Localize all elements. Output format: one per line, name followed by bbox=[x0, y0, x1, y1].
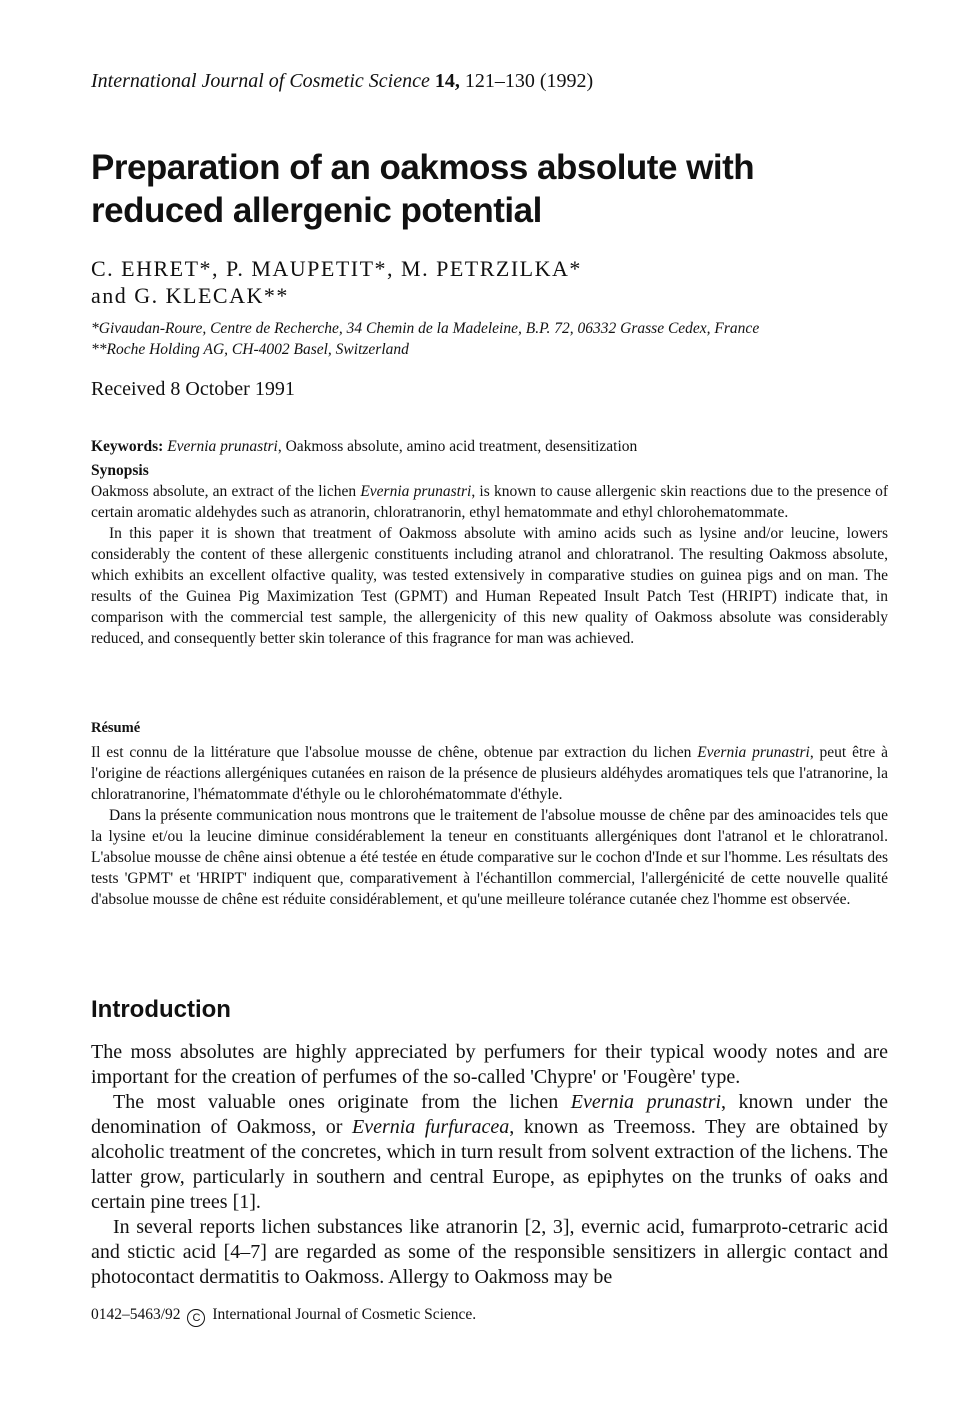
synopsis-paragraph: In this paper it is shown that treatment of Oakmoss absolute with amino acids such as lysine and/or leucine, lowers considerably the content of these allergenic constituents including atranol and chloratranol. The resulting Oakmoss absolute, which exhibits an excellent olfactive quality, was tested extensively in comparative studies on guinea pigs and on man. The results of the Guinea Pig Maximization Test (GPMT) and Human Repeated Insult Patch Test (HRIPT) indicate that, in comparison with the commercial test sample, the allergenicity of this new quality of Oakmoss absolute was considerably reduced, and consequently better skin tolerance of this fragrance for man was achieved. bbox=[91, 525, 888, 647]
author-line: and G. KLECAK** bbox=[91, 283, 289, 308]
resume-section bbox=[91, 715, 888, 910]
received-date: Received 8 October 1991 bbox=[91, 378, 295, 400]
affiliations bbox=[91, 318, 759, 360]
introduction-body bbox=[91, 1040, 888, 1290]
text-run: , known under the denomination of Oakmoss, or bbox=[91, 1091, 888, 1138]
resume-paragraph: Dans la présente communication nous montrons que le traitement de l'absolue mousse de chêne par des aminoacides tels que la lysine et/ou la leucine diminue considérablement la teneur en constituants allergéniques dont l'atranol et le chloratranol. L'absolue mousse de chêne ainsi obtenue a été testée en étude comparative sur le cochon d'Inde et sur l'homme. Les résultats des tests 'GPMT' et 'HRIPT' indiquent que, comparativement à l'échantillon commercial, l'allergénicité de cette nouvelle qualité d'absolue mousse de chêne est réduite considérablement, et qu'une meilleure tolérance cutanée chez l'homme est observée. bbox=[91, 807, 888, 908]
journal-pages-year: 121–130 (1992) bbox=[464, 70, 594, 92]
synopsis-heading: Synopsis bbox=[91, 462, 149, 479]
journal-volume: 14, bbox=[434, 70, 460, 92]
resume-heading: Résumé bbox=[91, 720, 141, 736]
author-list bbox=[91, 255, 582, 309]
author-line: C. EHRET*, P. MAUPETIT*, M. PETRZILKA* bbox=[91, 256, 582, 281]
journal-name: International Journal of Cosmetic Science bbox=[91, 70, 430, 92]
text-run: Il est connu de la littérature que l'absolue mousse de chêne, obtenue par extraction du lichen bbox=[91, 744, 698, 761]
text-run: , peut être à l'origine de réactions allergéniques cutanées en raison de la présence de plusieurs aldéhydes aromatiques tels que l'atranorine, la chloratranorine, l'hématommate d'éthyle ou le chlorohématommate d'éthyle. bbox=[91, 744, 889, 803]
body-paragraph: In several reports lichen substances like atranorin [2, 3], evernic acid, fumarproto-cetraric acid and stictic acid [4–7] are regarded as some of the responsible sensitizers in allergic contact and photocontact dermatitis to Oakmoss. Allergy to Oakmoss may be bbox=[91, 1216, 888, 1288]
species-name: Evernia furfuracea bbox=[351, 1116, 510, 1138]
keyword-species: Evernia prunastri bbox=[167, 438, 278, 455]
body-paragraph: The moss absolutes are highly appreciated by perfumers for their typical woody notes and are important for the creation of perfumes of the so-called 'Chypre' or 'Fougère' type. bbox=[91, 1041, 888, 1088]
page-footer bbox=[91, 1306, 476, 1327]
journal-header bbox=[91, 70, 593, 93]
species-name: Evernia prunastri bbox=[570, 1091, 722, 1113]
keywords-label: Keywords: bbox=[91, 438, 164, 455]
text-run: The most valuable ones originate from the lichen bbox=[113, 1091, 571, 1113]
keywords-rest: , Oakmoss absolute, amino acid treatment, desensitization bbox=[277, 438, 638, 455]
synopsis-section bbox=[91, 436, 888, 649]
resume-paragraph bbox=[91, 742, 888, 805]
text-run: , known as Treemoss. They are obtained by alcoholic treatment of the concretes, which in turn result from solvent extraction of the lichens. The latter grow, particularly in southern and central Europe, as epiphytes on the trunks of oaks and certain pine trees [1]. bbox=[91, 1116, 889, 1213]
text-run: , is known to cause allergenic skin reactions due to the presence of certain aromatic aldehydes such as atranorin, chloratranorin, ethyl hematommate and ethyl chlorohematommate. bbox=[91, 483, 888, 521]
footer-publisher: International Journal of Cosmetic Science. bbox=[212, 1306, 477, 1323]
introduction-heading: Introduction bbox=[91, 996, 231, 1023]
species-name: Evernia prunastri bbox=[360, 483, 472, 500]
article-title: Preparation of an oakmoss absolute with reduced allergenic potential bbox=[91, 148, 755, 230]
affiliation-line: **Roche Holding AG, CH-4002 Basel, Switzerland bbox=[91, 341, 409, 358]
text-run: Oakmoss absolute, an extract of the lichen bbox=[91, 483, 361, 500]
affiliation-line: *Givaudan-Roure, Centre de Recherche, 34 Chemin de la Madeleine, B.P. 72, 06332 Grasse Cedex, France bbox=[91, 320, 760, 337]
keywords bbox=[91, 436, 888, 457]
species-name: Evernia prunastri bbox=[697, 744, 810, 761]
copyright-icon: C bbox=[187, 1309, 205, 1327]
issn: 0142–5463/92 bbox=[91, 1306, 181, 1323]
body-paragraph bbox=[91, 1090, 888, 1215]
synopsis-paragraph bbox=[91, 481, 888, 523]
